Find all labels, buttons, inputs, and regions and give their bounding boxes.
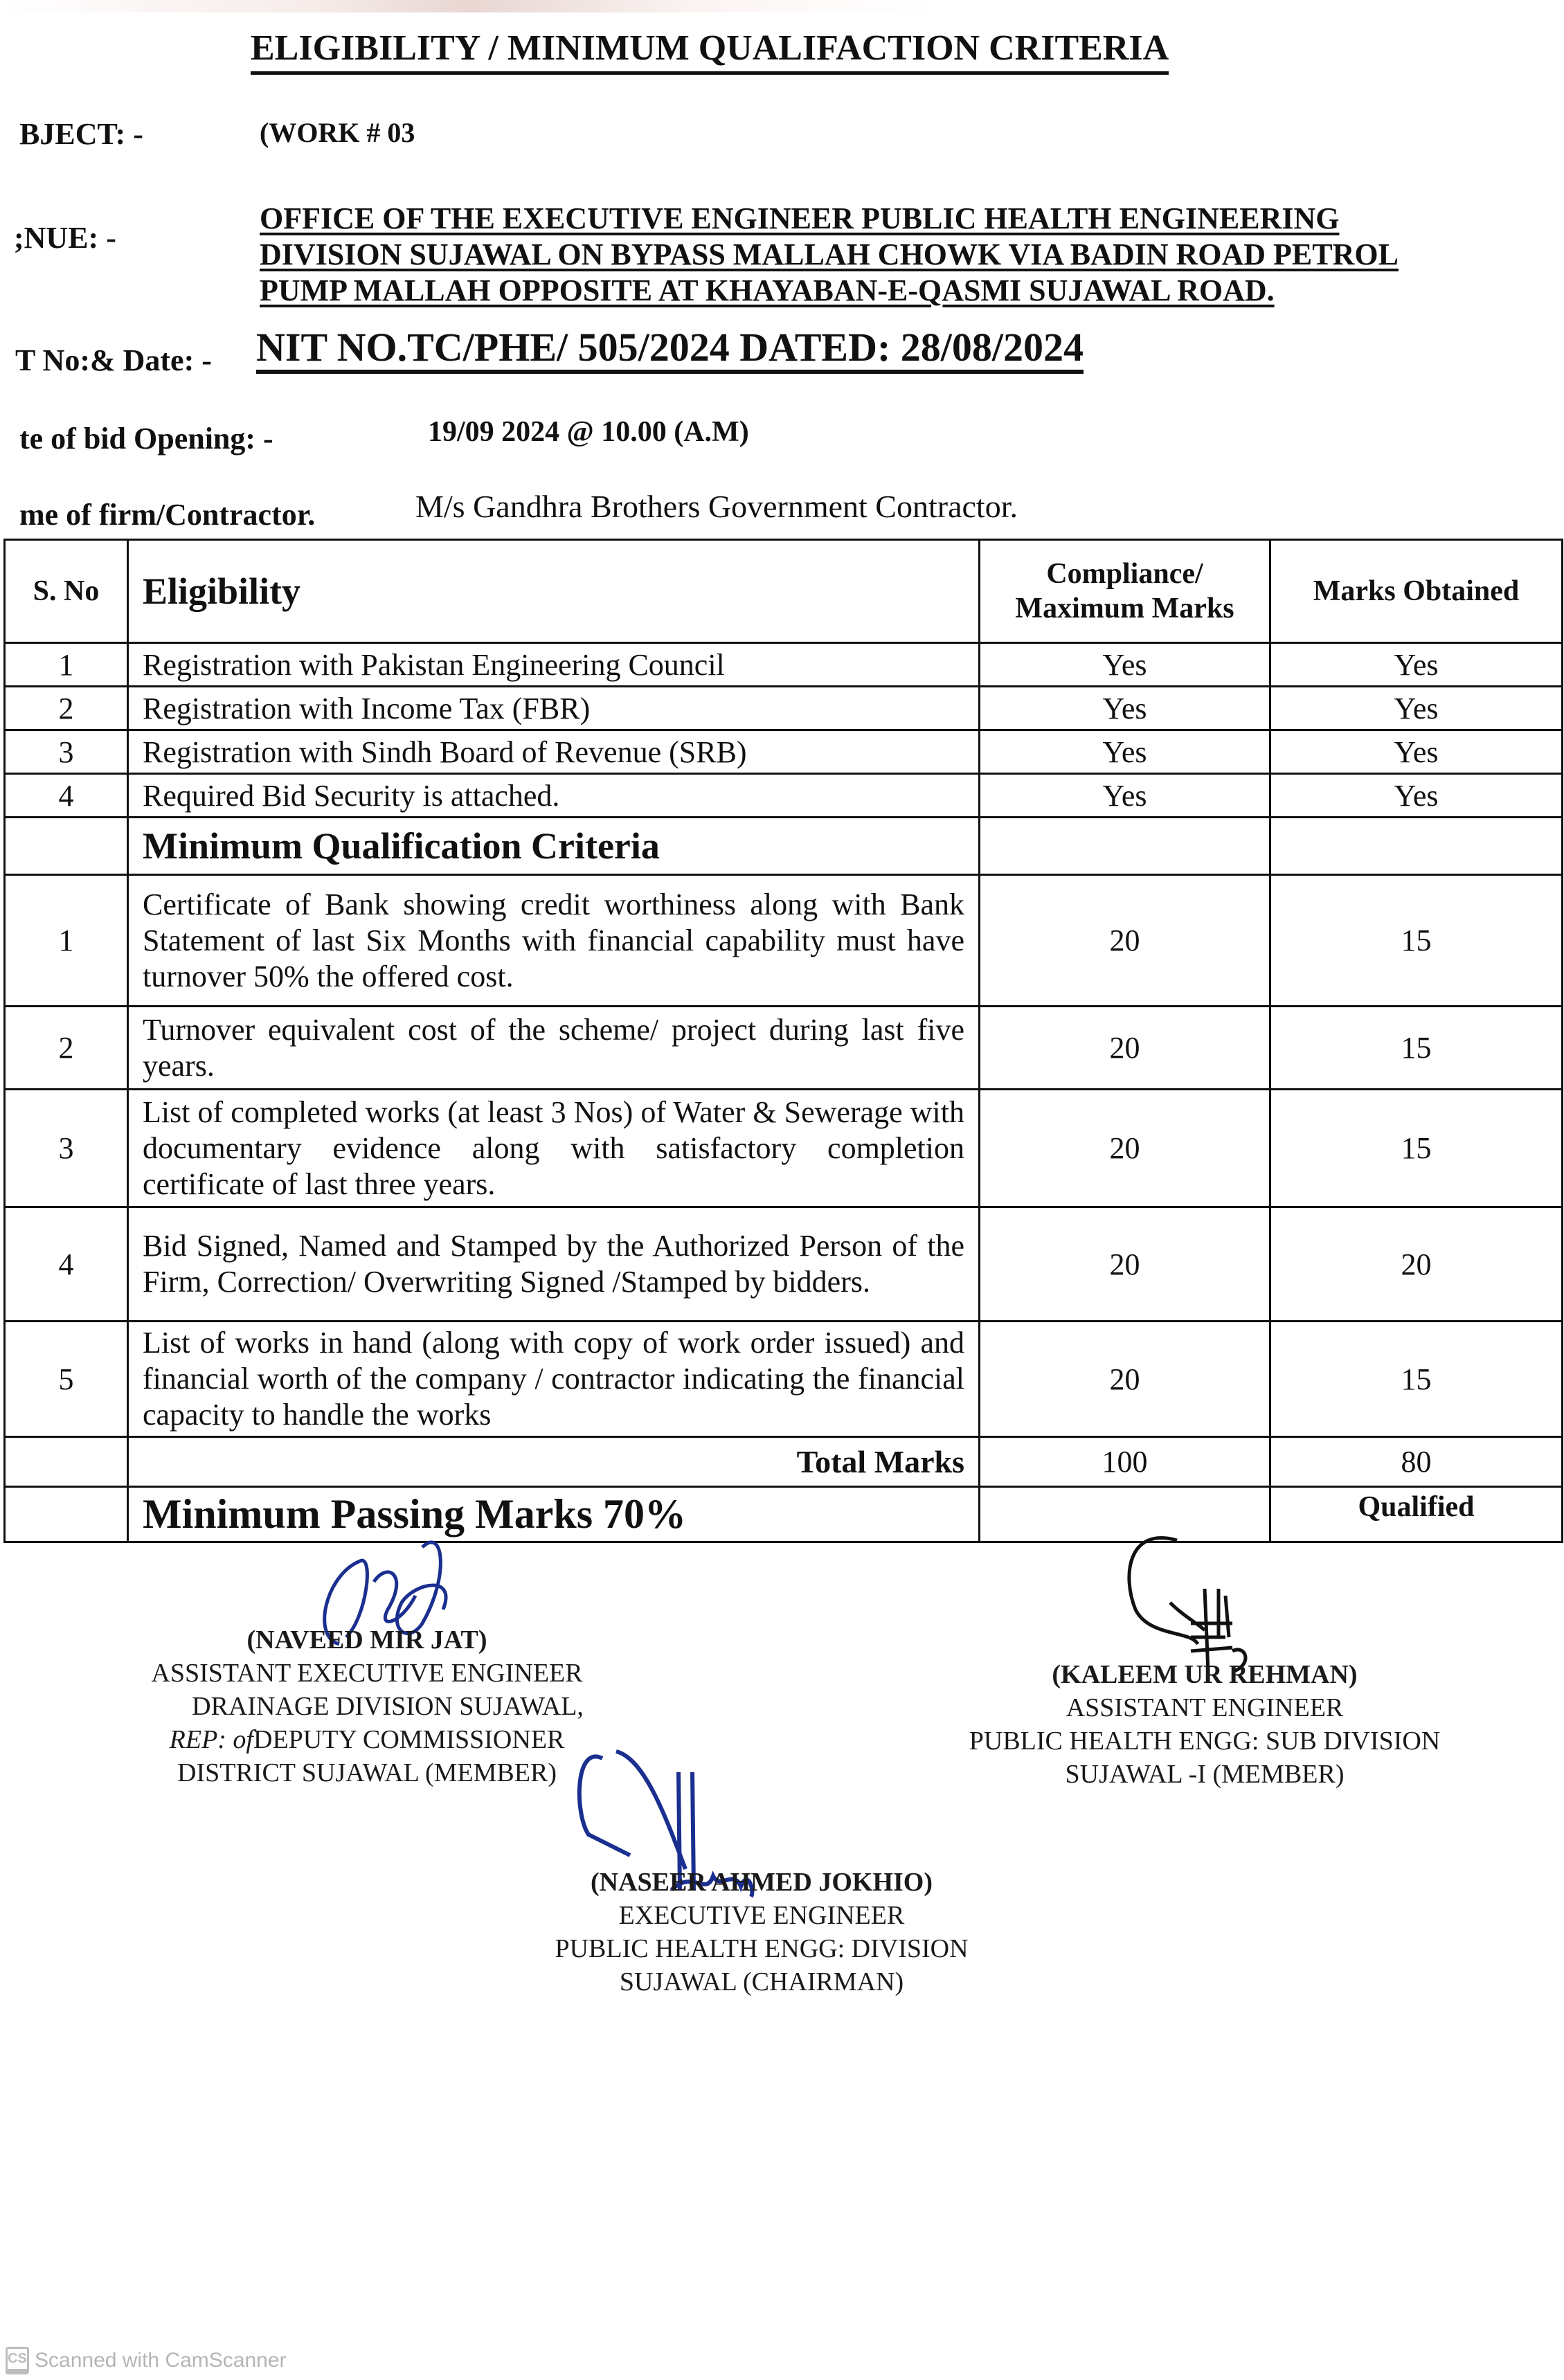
cell-empty [5, 818, 128, 875]
cell-empty [1270, 818, 1563, 875]
cell-obtained: 15 [1270, 1007, 1563, 1090]
table-row [5, 1007, 1563, 1090]
cell-obtained: 15 [1270, 875, 1563, 1007]
firm-label: me of firm/Contractor. [19, 498, 316, 532]
cell-sno: 2 [5, 687, 128, 730]
signatory-title: ASSISTANT EXECUTIVE ENGINEER [151, 1659, 583, 1688]
cell-criterion: Registration with Sindh Board of Revenue (SRB) [128, 730, 980, 774]
header-max-line1: Compliance/ [1046, 558, 1203, 590]
signatory-title: DRAINAGE DIVISION SUJAWAL, [192, 1692, 584, 1721]
cell-sno: 3 [5, 730, 128, 774]
cell-obtained: 15 [1270, 1322, 1563, 1437]
cell-max: 20 [980, 1090, 1270, 1207]
signatory-block-2 [921, 1658, 1489, 1791]
subject-value: (WORK # 03 [260, 117, 415, 148]
table-row [5, 1322, 1563, 1437]
table-row [5, 730, 1563, 774]
result-badge: Qualified [1270, 1487, 1563, 1542]
subject-label: BJECT: - [19, 117, 143, 151]
cell-max: 20 [980, 1322, 1270, 1437]
cell-empty [980, 818, 1270, 875]
total-max: 100 [980, 1437, 1270, 1487]
cell-empty [5, 1437, 128, 1487]
table-row [5, 1207, 1563, 1322]
criteria-table [3, 539, 1563, 1543]
cell-obtained: Yes [1270, 687, 1563, 730]
cell-criterion: Certificate of Bank showing credit worthiness along with Bank Statement of last Six Months with financial capability must have turnover 50% the offered cost. [128, 875, 980, 1007]
bid-opening-label: te of bid Opening: - [19, 422, 273, 456]
signatory-title: EXECUTIVE ENGINEER [618, 1901, 905, 1930]
venue-label: ;NUE: - [14, 221, 116, 255]
cell-obtained: 20 [1270, 1207, 1563, 1322]
table-row [5, 687, 1563, 730]
section-row [5, 818, 1563, 875]
header-eligibility: Eligibility [128, 540, 980, 643]
cell-sno: 1 [5, 643, 128, 687]
signatory-name: (NAVEED MIR JAT) [246, 1625, 487, 1655]
venue-line: PUMP MALLAH OPPOSITE AT KHAYABAN-E-QASMI SUJAWAL ROAD. [260, 273, 1275, 307]
cell-max: 20 [980, 875, 1270, 1007]
camscanner-watermark [6, 2347, 287, 2374]
cell-criterion: Registration with Income Tax (FBR) [128, 687, 980, 730]
signatory-title: PUBLIC HEALTH ENGG: DIVISION [555, 1934, 969, 1963]
table-row [5, 1090, 1563, 1207]
header-sno: S. No [5, 540, 128, 643]
cell-max: 20 [980, 1007, 1270, 1090]
cell-compliance: Yes [980, 774, 1270, 818]
signatory-name: (NASEER AHMED JOKHIO) [590, 1868, 933, 1897]
venue-value [260, 201, 1547, 309]
cell-sno: 2 [5, 1007, 128, 1090]
cell-compliance: Yes [980, 643, 1270, 687]
rep-line: DEPUTY COMMISSIONER [253, 1725, 565, 1754]
table-row [5, 875, 1563, 1007]
cell-sno: 4 [5, 774, 128, 818]
nit-label: T No:& Date: - [15, 343, 212, 377]
cell-criterion: List of completed works (at least 3 Nos) of Water & Sewerage with documentary evidence along with satisfactory completion certificate of last three years. [128, 1090, 980, 1207]
cell-sno: 1 [5, 875, 128, 1007]
cell-criterion: Bid Signed, Named and Stamped by the Authorized Person of the Firm, Correction/ Overwriting Signed /Stamped by bidders. [128, 1207, 980, 1322]
cell-compliance: Yes [980, 687, 1270, 730]
header-max-marks [980, 540, 1270, 643]
signatory-rep [125, 1723, 609, 1756]
cell-obtained: Yes [1270, 774, 1563, 818]
cell-obtained: Yes [1270, 643, 1563, 687]
cell-empty [5, 1487, 128, 1542]
firm-value: M/s Gandhra Brothers Government Contractor. [415, 489, 1018, 524]
watermark-text: Scanned with CamScanner [35, 2349, 287, 2372]
cell-criterion: List of works in hand (along with copy of work order issued) and financial worth of the company / contractor indicating the financial capacity to handle the works [128, 1322, 980, 1437]
signatory-title: SUJAWAL (CHAIRMAN) [619, 1967, 904, 1996]
total-label: Total Marks [128, 1437, 980, 1487]
section-title: Minimum Qualification Criteria [128, 818, 980, 875]
signatory-name: (KALEEM UR REHMAN) [1052, 1660, 1358, 1689]
cell-sno: 3 [5, 1090, 128, 1207]
cell-sno: 5 [5, 1322, 128, 1437]
signatory-title: DISTRICT SUJAWAL (MEMBER) [177, 1758, 557, 1787]
table-row [5, 774, 1563, 818]
venue-line: DIVISION SUJAWAL ON BYPASS MALLAH CHOWK VIA BADIN ROAD PETROL [260, 237, 1399, 271]
cell-compliance: Yes [980, 730, 1270, 774]
camscanner-logo-icon: CS [6, 2347, 29, 2374]
signatory-title: SUJAWAL -I (MEMBER) [1065, 1760, 1345, 1789]
cell-sno: 4 [5, 1207, 128, 1322]
cell-obtained: 15 [1270, 1090, 1563, 1207]
rep-prefix: REP: of [169, 1725, 253, 1754]
signatory-title: ASSISTANT ENGINEER [1066, 1693, 1344, 1722]
venue-line: OFFICE OF THE EXECUTIVE ENGINEER PUBLIC HEALTH ENGINEERING [260, 201, 1340, 235]
table-row [5, 643, 1563, 687]
passing-row [5, 1487, 1563, 1542]
document-title: ELIGIBILITY / MINIMUM QUALIFACTION CRITERIA [251, 28, 1169, 75]
total-obtained: 80 [1270, 1437, 1563, 1487]
signatory-block-3 [498, 1866, 1025, 1999]
signatory-title: PUBLIC HEALTH ENGG: SUB DIVISION [969, 1727, 1441, 1756]
table-header-row [5, 540, 1563, 643]
scan-edge [0, 0, 1564, 12]
header-marks-obtained: Marks Obtained [1270, 540, 1563, 643]
nit-value: NIT NO.TC/PHE/ 505/2024 DATED: 28/08/2024 [256, 325, 1084, 374]
cell-max: 20 [980, 1207, 1270, 1322]
cell-criterion: Required Bid Security is attached. [128, 774, 980, 818]
cell-criterion: Turnover equivalent cost of the scheme/ project during last five years. [128, 1007, 980, 1090]
signatory-block-1 [125, 1623, 609, 1789]
cell-obtained: Yes [1270, 730, 1563, 774]
header-max-line2: Maximum Marks [1015, 593, 1234, 624]
bid-opening-value: 19/09 2024 @ 10.00 (A.M) [428, 416, 749, 448]
cell-criterion: Registration with Pakistan Engineering Council [128, 643, 980, 687]
passing-label: Minimum Passing Marks 70% [128, 1487, 980, 1542]
total-row [5, 1437, 1563, 1487]
